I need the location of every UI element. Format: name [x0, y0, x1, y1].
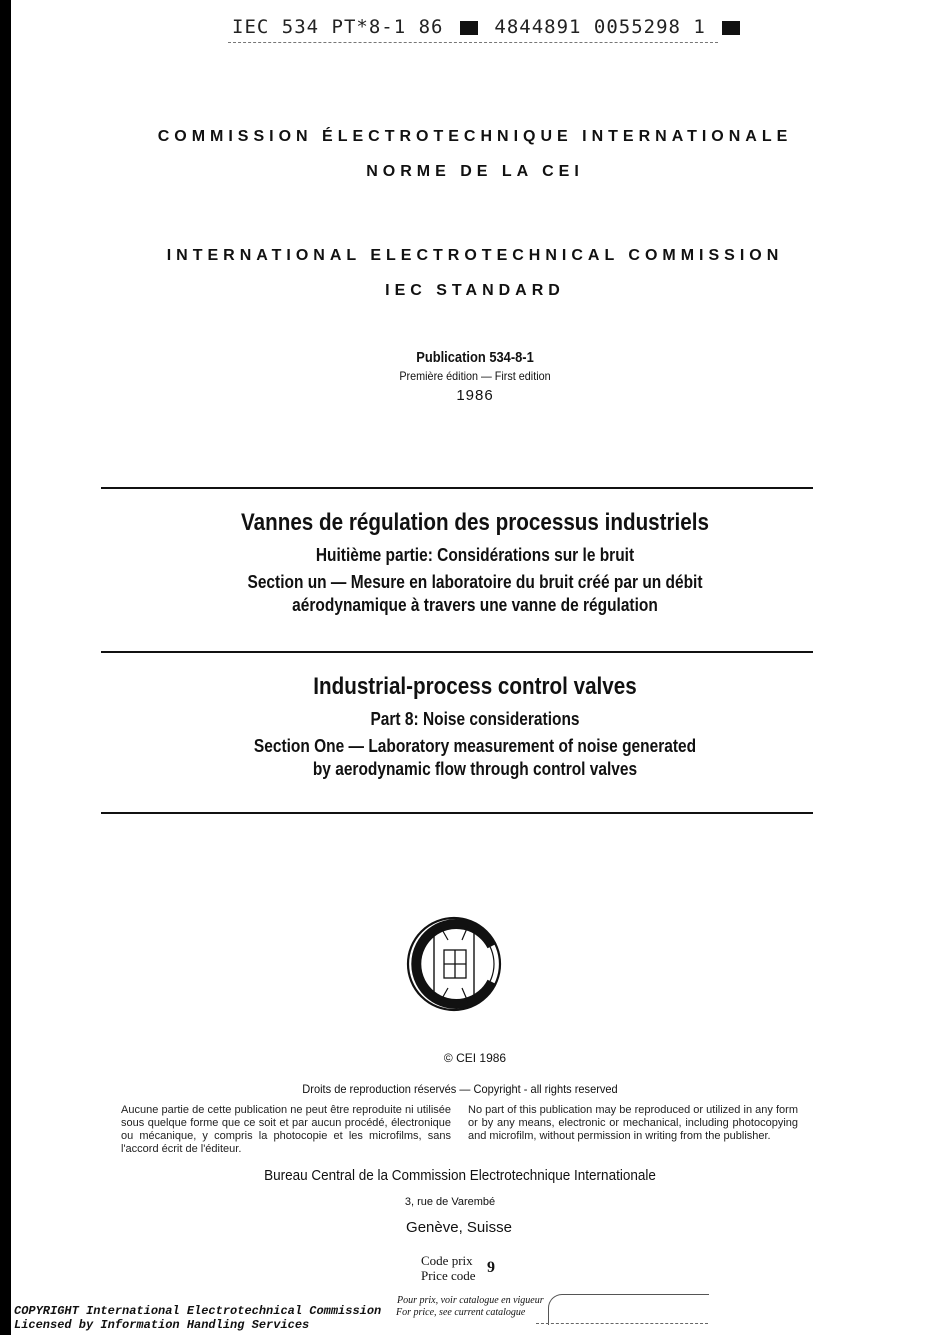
- footer-license: Licensed by Information Handling Services: [14, 1318, 310, 1332]
- price-code-value: 9: [487, 1259, 495, 1276]
- address-street: 3, rue de Varembé: [404, 1196, 496, 1208]
- price-label-en: Price code: [421, 1268, 476, 1283]
- title-fr-block: [0, 509, 950, 617]
- copyright-symbol-line: © CEI 1986: [443, 1051, 507, 1065]
- divider-bottom: [101, 812, 813, 814]
- copyright-rights: Droits de reproduction réservés — Copyright - all rights reserved: [302, 1082, 618, 1096]
- scan-header-rule: [228, 42, 718, 44]
- fr-doc-heading: NORME DE LA CEI: [366, 163, 584, 180]
- title-en-part: Part 8: Noise considerations: [370, 709, 580, 729]
- address-bureau: Bureau Central de la Commission Electrotechnique Internationale: [264, 1167, 656, 1184]
- fr-org-heading: COMMISSION ÉLECTROTECHNIQUE INTERNATIONALE: [157, 128, 793, 145]
- title-fr-section-line2: aérodynamique à travers une vanne de régulation: [292, 595, 658, 615]
- publication-number: Publication 534-8-1: [416, 349, 534, 366]
- divider-middle: [101, 651, 813, 653]
- en-org-heading: INTERNATIONAL ELECTROTECHNICAL COMMISSION: [166, 247, 784, 264]
- scan-block-mark: [460, 21, 478, 35]
- scan-code-part2: 4844891 0055298 1: [494, 16, 706, 38]
- price-note-en: For price, see current catalogue: [396, 1307, 526, 1318]
- price-dash-line: [536, 1323, 708, 1324]
- scan-header-code: [232, 16, 722, 42]
- price-code-labels: [421, 1253, 476, 1283]
- publication-edition: Première édition — First edition: [399, 369, 551, 383]
- title-en-section-line2: by aerodynamic flow through control valves: [312, 759, 638, 779]
- title-fr-part: Huitième partie: Considérations sur le bruit: [315, 545, 635, 565]
- price-note-fr: Pour prix, voir catalogue en vigueur: [397, 1295, 544, 1306]
- divider-top: [101, 487, 813, 489]
- title-en-block: [0, 673, 950, 781]
- title-en-section-line1: Section One — Laboratory measurement of noise generated: [253, 736, 697, 756]
- price-label-fr: Code prix: [421, 1253, 473, 1268]
- title-fr-main: Vannes de régulation des processus industriels: [240, 509, 709, 536]
- iec-cei-logo-icon: [404, 912, 508, 1016]
- en-doc-heading: IEC STANDARD: [385, 282, 565, 299]
- scan-edge: [0, 0, 11, 1335]
- copyright-notice-fr: Aucune partie de cette publication ne peut être reproduite ni utilisée sous quelque forme que ce soit et par aucun procédé, électronique ou mécanique, y compris la photocopie et les microfilms, sans l'accord écrit de l'éditeur.: [121, 1104, 451, 1155]
- title-en-main: Industrial-process control valves: [313, 673, 637, 700]
- price-bracket: [548, 1294, 709, 1325]
- publication-year: 1986: [456, 387, 494, 404]
- scan-block-mark: [722, 21, 740, 35]
- copyright-notice-en: No part of this publication may be reproduced or utilized in any form or by any means, electronic or mechanical, including photocopying and microfilm, without permission in writing from the publisher.: [468, 1104, 798, 1142]
- publication-block: [0, 349, 950, 404]
- footer-copyright: COPYRIGHT International Electrotechnical Commission: [14, 1304, 382, 1318]
- title-fr-section-line1: Section un — Mesure en laboratoire du bruit créé par un débit: [247, 572, 703, 592]
- address-city: Genève, Suisse: [406, 1219, 512, 1236]
- scan-code-part1: IEC 534 PT*8-1 86: [232, 16, 444, 38]
